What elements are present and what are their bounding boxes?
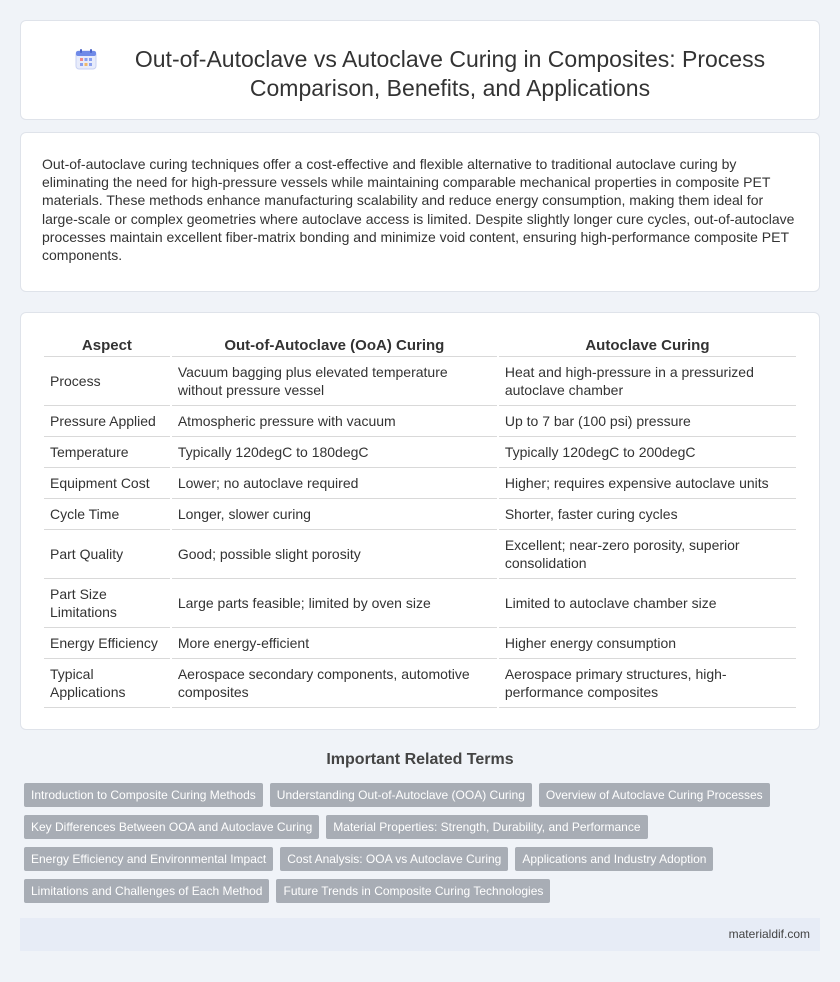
table-row: [44, 357, 796, 406]
cell-ooa: Vacuum bagging plus elevated temperature without pressure vessel: [172, 357, 497, 406]
related-term-tag[interactable]: Energy Efficiency and Environmental Impact: [24, 847, 273, 871]
cell-ooa: More energy-efficient: [172, 628, 497, 659]
cell-aspect: Cycle Time: [44, 499, 170, 530]
table-row: [44, 530, 796, 579]
table-row: [44, 437, 796, 468]
cell-aspect: Process: [44, 357, 170, 406]
cell-aspect: Typical Applications: [44, 659, 170, 708]
cell-aspect: Part Size Limitations: [44, 579, 170, 628]
cell-ooa: Atmospheric pressure with vacuum: [172, 406, 497, 437]
related-term-tag[interactable]: Introduction to Composite Curing Methods: [24, 783, 263, 807]
footer-site-link[interactable]: materialdif.com: [728, 927, 810, 941]
cell-autoclave: Excellent; near-zero porosity, superior consolidation: [499, 530, 796, 579]
table-header-row: [44, 333, 796, 357]
cell-ooa: Aerospace secondary components, automotive composites: [172, 659, 497, 708]
cell-ooa: Longer, slower curing: [172, 499, 497, 530]
related-term-tag[interactable]: Material Properties: Strength, Durability, and Performance: [326, 815, 647, 839]
related-term-tag[interactable]: Limitations and Challenges of Each Method: [24, 879, 269, 903]
related-term-tag[interactable]: Overview of Autoclave Curing Processes: [539, 783, 770, 807]
header-ooa: Out-of-Autoclave (OoA) Curing: [172, 333, 497, 357]
cell-aspect: Part Quality: [44, 530, 170, 579]
cell-autoclave: Limited to autoclave chamber size: [499, 579, 796, 628]
table-row: [44, 406, 796, 437]
table-row: [44, 659, 796, 708]
header-autoclave: Autoclave Curing: [499, 333, 796, 357]
cell-autoclave: Heat and high-pressure in a pressurized autoclave chamber: [499, 357, 796, 406]
cell-autoclave: Higher energy consumption: [499, 628, 796, 659]
cell-aspect: Pressure Applied: [44, 406, 170, 437]
cell-ooa: Typically 120degC to 180degC: [172, 437, 497, 468]
table-row: [44, 628, 796, 659]
cell-autoclave: Aerospace primary structures, high-performance composites: [499, 659, 796, 708]
related-terms-heading: Important Related Terms: [326, 751, 514, 768]
title-wrap: [61, 45, 799, 103]
page-title: Out-of-Autoclave vs Autoclave Curing in Composites: Process Comparison, Benefits, and Applications: [134, 46, 766, 101]
table-row: [44, 468, 796, 499]
comparison-table: [42, 333, 798, 708]
related-term-tag[interactable]: Understanding Out-of-Autoclave (OOA) Curing: [270, 783, 532, 807]
cell-ooa: Lower; no autoclave required: [172, 468, 497, 499]
footer: [20, 918, 820, 951]
header-aspect: Aspect: [44, 333, 170, 357]
cell-aspect: Temperature: [44, 437, 170, 468]
table-row: [44, 499, 796, 530]
cell-aspect: Energy Efficiency: [44, 628, 170, 659]
related-terms-list: [24, 783, 804, 903]
cell-ooa: Large parts feasible; limited by oven size: [172, 579, 497, 628]
cell-autoclave: Up to 7 bar (100 psi) pressure: [499, 406, 796, 437]
related-term-tag[interactable]: Applications and Industry Adoption: [515, 847, 713, 871]
table-row: [44, 579, 796, 628]
related-term-tag[interactable]: Cost Analysis: OOA vs Autoclave Curing: [280, 847, 508, 871]
intro-paragraph: Out-of-autoclave curing techniques offer a cost-effective and flexible alternative to traditional autoclave curing by eliminating the need for high-pressure vessels while maintaining comparable mechanical properties in composite PET materials. These methods enhance manufacturing scalability and reduce energy consumption, making them ideal for large-scale or complex geometries where autoclave access is limited. Despite slightly longer cure cycles, out-of-autoclave processes maintain excellent fiber-matrix bonding and minimize void content, ensuring high-performance composite PET components.: [42, 156, 795, 264]
comparison-table-card: [20, 312, 820, 730]
title-card: [20, 20, 820, 120]
cell-ooa: Good; possible slight porosity: [172, 530, 497, 579]
related-term-tag[interactable]: Future Trends in Composite Curing Technologies: [276, 879, 550, 903]
cell-autoclave: Higher; requires expensive autoclave units: [499, 468, 796, 499]
intro-card: [20, 132, 820, 292]
cell-autoclave: Typically 120degC to 200degC: [499, 437, 796, 468]
cell-aspect: Equipment Cost: [44, 468, 170, 499]
related-term-tag[interactable]: Key Differences Between OOA and Autoclave Curing: [24, 815, 319, 839]
cell-autoclave: Shorter, faster curing cycles: [499, 499, 796, 530]
